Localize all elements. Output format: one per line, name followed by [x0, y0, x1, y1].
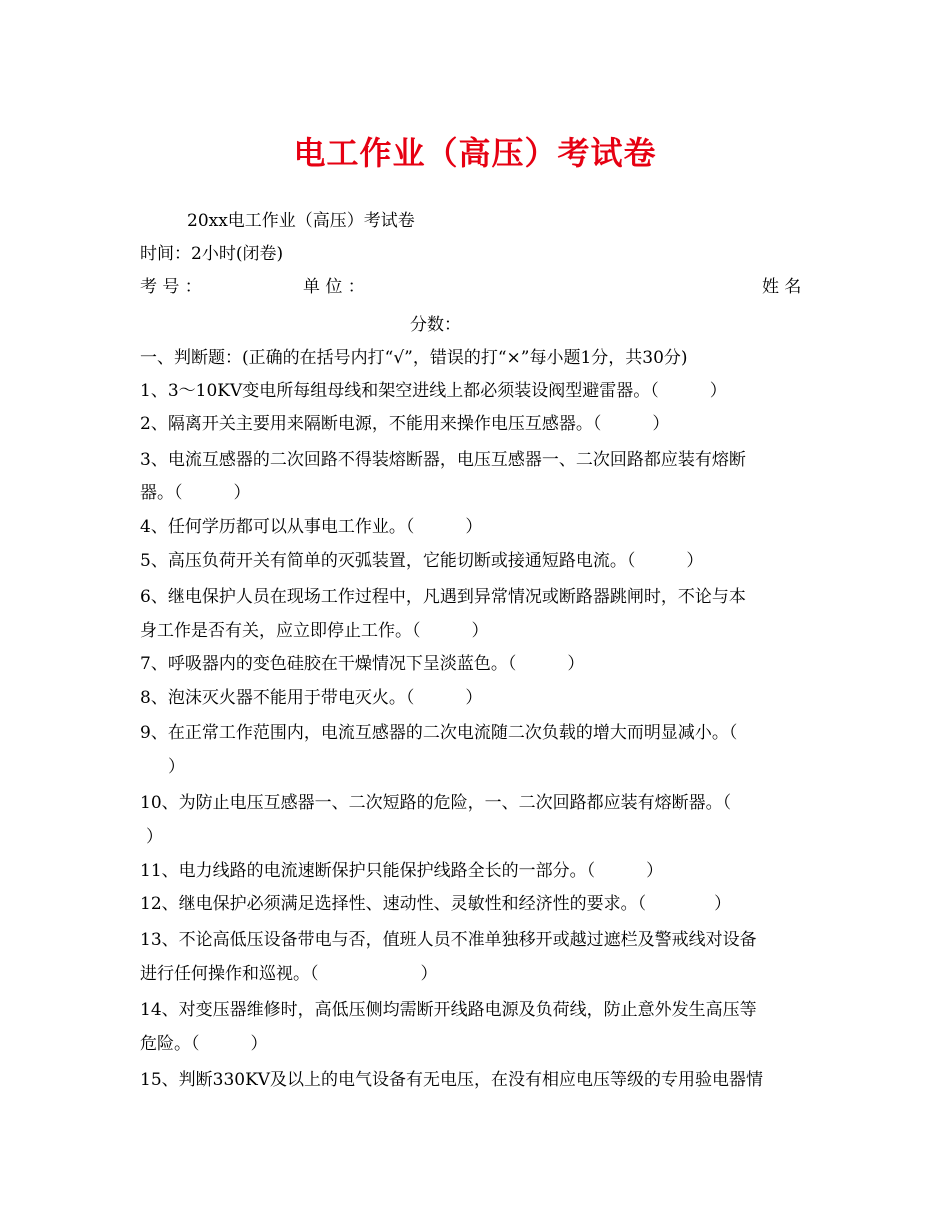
question-6-cont: 身工作是否有关，应立即停止工作。（ ）: [140, 621, 489, 641]
question-11: 11、电力线路的电流速断保护只能保护线路全长的一部分。（ ）: [140, 861, 664, 881]
question-2: 2、隔离开关主要用来隔断电源，不能用来操作电压互感器。（ ）: [140, 414, 670, 434]
info-row: [140, 276, 820, 298]
question-14-cont: 危险。（ ）: [140, 1034, 268, 1054]
question-15: 15、判断330KV及以上的电气设备有无电压，在没有相应电压等级的专用验电器情: [140, 1070, 764, 1090]
name-label: 姓 名: [762, 277, 802, 297]
question-5: 5、高压负荷开关有简单的灭弧装置，它能切断或接通短路电流。（ ）: [140, 551, 704, 571]
question-7: 7、呼吸器内的变色硅胶在干燥情况下呈淡蓝色。（ ）: [140, 654, 585, 674]
unit-label: 单 位 ：: [303, 277, 365, 297]
section-heading: 一、判断题：(正确的在括号内打“√”，错误的打“×”每小题1分，共30分): [140, 348, 688, 368]
question-13-cont: 进行任何操作和巡视。（ ）: [140, 964, 438, 984]
question-13: 13、不论高低压设备带电与否，值班人员不准单独移开或越过遮栏及警戒线对设备: [140, 930, 757, 950]
question-9: 9、在正常工作范围内，电流互感器的二次电流随二次负载的增大而明显减小。（: [140, 723, 738, 743]
question-3: 3、电流互感器的二次回路不得装熔断器，电压互感器一、二次回路都应装有熔断: [140, 450, 746, 470]
question-6: 6、继电保护人员在现场工作过程中，凡遇到异常情况或断路器跳闸时，不论与本: [140, 587, 746, 607]
exam-time: 时间：2小时(闭卷): [140, 244, 284, 264]
question-14: 14、对变压器维修时，高低压侧均需断开线路电源及负荷线，防止意外发生高压等: [140, 1000, 757, 1020]
question-1: 1、3～10KV变电所每组母线和架空进线上都必须装设阀型避雷器。（ ）: [140, 381, 727, 401]
question-10: 10、为防止电压互感器一、二次短路的危险，一、二次回路都应装有熔断器。（: [140, 793, 732, 813]
document-title: 电工作业（高压）考试卷: [293, 134, 657, 172]
question-12: 12、继电保护必须满足选择性、速动性、灵敏性和经济性的要求。（ ）: [140, 894, 732, 914]
score-label: 分数：: [410, 315, 461, 335]
subtitle: 20xx电工作业（高压）考试卷: [187, 211, 415, 231]
question-4: 4、任何学历都可以从事电工作业。（ ）: [140, 517, 483, 537]
question-3-cont: 器。（ ）: [140, 483, 251, 503]
question-8: 8、泡沫灭火器不能用于带电灭火。（ ）: [140, 688, 483, 708]
exam-no-label: 考 号 ：: [140, 277, 202, 297]
question-10-cont: ）: [146, 827, 163, 847]
question-9-cont: ）: [168, 757, 185, 777]
